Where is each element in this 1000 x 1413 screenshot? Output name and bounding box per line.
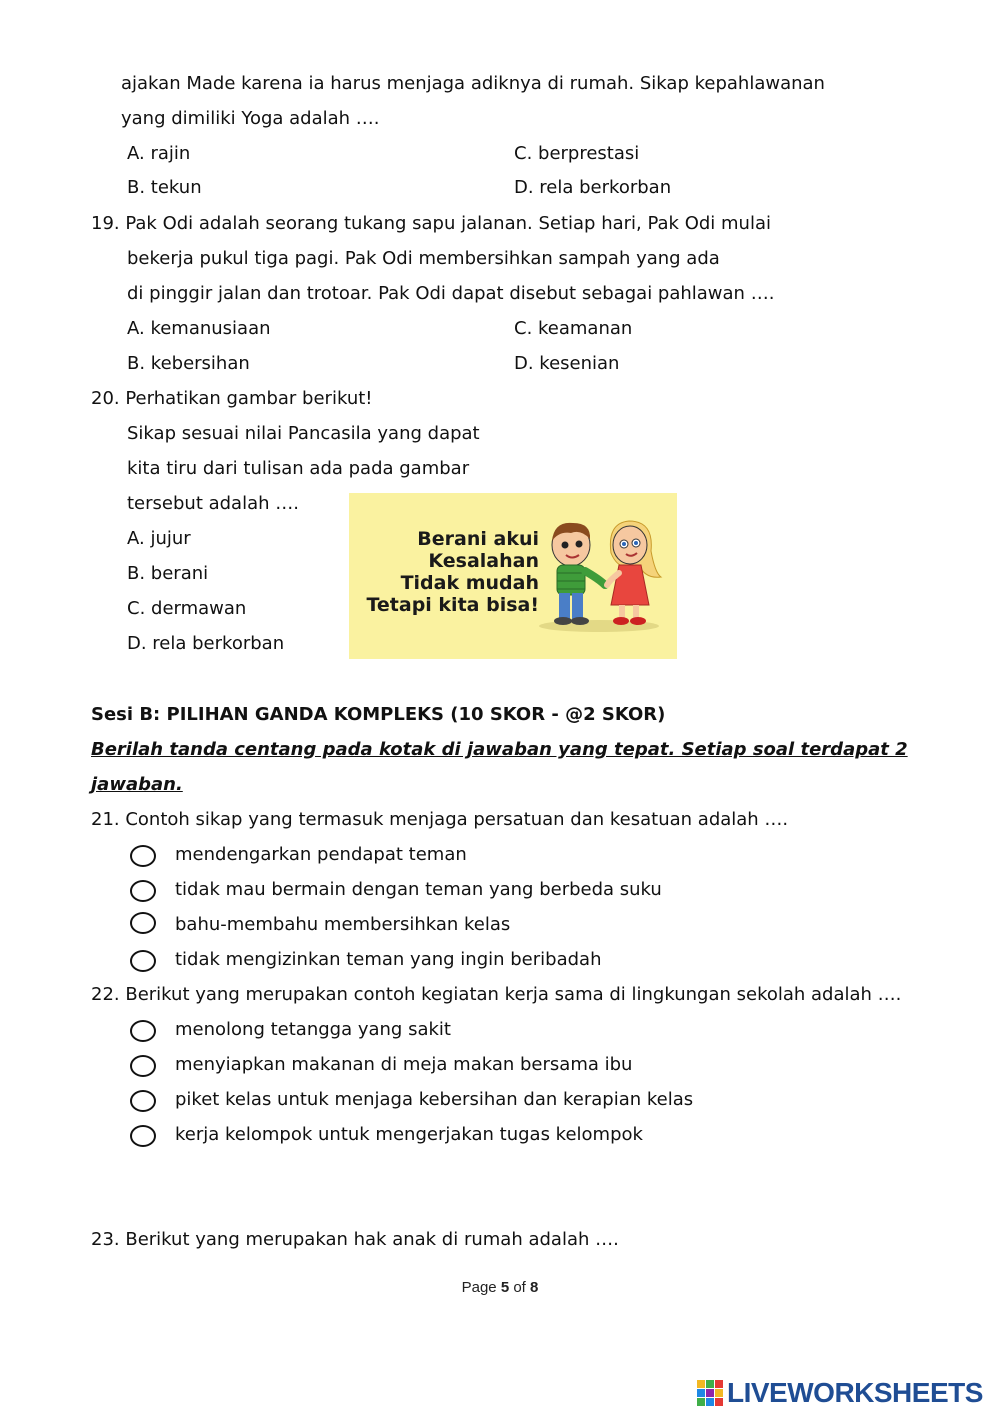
liveworksheets-wordmark: LIVEWORKSHEETS (727, 1377, 983, 1408)
q22-option-1: menolong tetangga yang sakit (175, 1019, 451, 1040)
q19-text-line2: bekerja pukul tiga pagi. Pak Odi membersihkan sampah yang ada (127, 248, 720, 269)
section-instruction-line1: Berilah tanda centang pada kotak di jawaban yang tepat. Setiap soal terdapat 2 (91, 739, 908, 760)
q18-option-a: A. rajin (127, 143, 191, 164)
q19-option-a: A. kemanusiaan (127, 318, 271, 339)
picture-text-line3: Tidak mudah (400, 572, 539, 594)
q19-option-b: B. kebersihan (127, 353, 250, 374)
q20-option-d: D. rela berkorban (127, 633, 285, 654)
q20-text-line3: kita tiru dari tulisan ada pada gambar (127, 458, 470, 479)
q21-option-2: tidak mau bermain dengan teman yang berbeda suku (175, 879, 662, 900)
page-current: 5 (500, 1279, 510, 1296)
q22-checkbox-4[interactable] (130, 1125, 156, 1147)
q22-checkbox-1[interactable] (130, 1020, 156, 1042)
liveworksheets-logo (697, 1378, 983, 1408)
q20-option-a: A. jujur (127, 528, 191, 549)
boy-figure (552, 523, 605, 625)
q18-text-line2: yang dimiliki Yoga adalah …. (121, 108, 380, 129)
section-title: Sesi B: PILIHAN GANDA KOMPLEKS (10 SKOR - @2 SKOR) (91, 704, 666, 725)
q22-option-3: piket kelas untuk menjaga kebersihan dan kerapian kelas (175, 1089, 694, 1110)
q22-option-2: menyiapkan makanan di meja makan bersama ibu (175, 1054, 633, 1075)
of-word: of (513, 1279, 526, 1296)
q21-option-3: bahu-membahu membersihkan kelas (175, 914, 511, 935)
q21-checkbox-2[interactable] (130, 880, 156, 902)
liveworksheets-icon (697, 1380, 723, 1406)
q20-option-c: C. dermawan (127, 598, 247, 619)
q20-picture (349, 493, 677, 659)
q18-option-d: D. rela berkorban (514, 177, 672, 198)
q19-text-line1: 19. Pak Odi adalah seorang tukang sapu jalanan. Setiap hari, Pak Odi mulai (91, 213, 771, 234)
q21-option-4: tidak mengizinkan teman yang ingin beribadah (175, 949, 602, 970)
girl-figure (607, 521, 661, 625)
q18-option-c: C. berprestasi (514, 143, 640, 164)
section-instruction-line2: jawaban. (91, 774, 183, 795)
q20-text-line1: 20. Perhatikan gambar berikut! (91, 388, 373, 409)
q21-checkbox-1[interactable] (130, 845, 156, 867)
q22-checkbox-2[interactable] (130, 1055, 156, 1077)
children-holding-hands-illustration (349, 493, 677, 659)
q18-option-b: B. tekun (127, 177, 202, 198)
q19-text-line3: di pinggir jalan dan trotoar. Pak Odi dapat disebut sebagai pahlawan …. (127, 283, 775, 304)
q19-option-c: C. keamanan (514, 318, 633, 339)
q20-text-line2: Sikap sesuai nilai Pancasila yang dapat (127, 423, 480, 444)
page-word: Page (461, 1279, 497, 1296)
picture-text-line2: Kesalahan (428, 550, 539, 572)
page-number (0, 1279, 1000, 1296)
q21-checkbox-4[interactable] (130, 950, 156, 972)
q22-question: 22. Berikut yang merupakan contoh kegiatan kerja sama di lingkungan sekolah adalah …. (91, 984, 902, 1005)
q21-option-1: mendengarkan pendapat teman (175, 844, 467, 865)
q19-option-d: D. kesenian (514, 353, 620, 374)
q23-question: 23. Berikut yang merupakan hak anak di rumah adalah …. (91, 1229, 619, 1250)
q22-option-4: kerja kelompok untuk mengerjakan tugas kelompok (175, 1124, 643, 1145)
picture-text-line4: Tetapi kita bisa! (366, 594, 539, 616)
q21-checkbox-3[interactable] (130, 912, 156, 934)
page-total: 8 (530, 1279, 539, 1296)
q20-text-line4: tersebut adalah …. (127, 493, 299, 514)
q18-text-line1: ajakan Made karena ia harus menjaga adiknya di rumah. Sikap kepahlawanan (121, 73, 825, 94)
q21-question: 21. Contoh sikap yang termasuk menjaga persatuan dan kesatuan adalah …. (91, 809, 789, 830)
picture-text-line1: Berani akui (417, 528, 539, 550)
q20-option-b: B. berani (127, 563, 209, 584)
q22-checkbox-3[interactable] (130, 1090, 156, 1112)
